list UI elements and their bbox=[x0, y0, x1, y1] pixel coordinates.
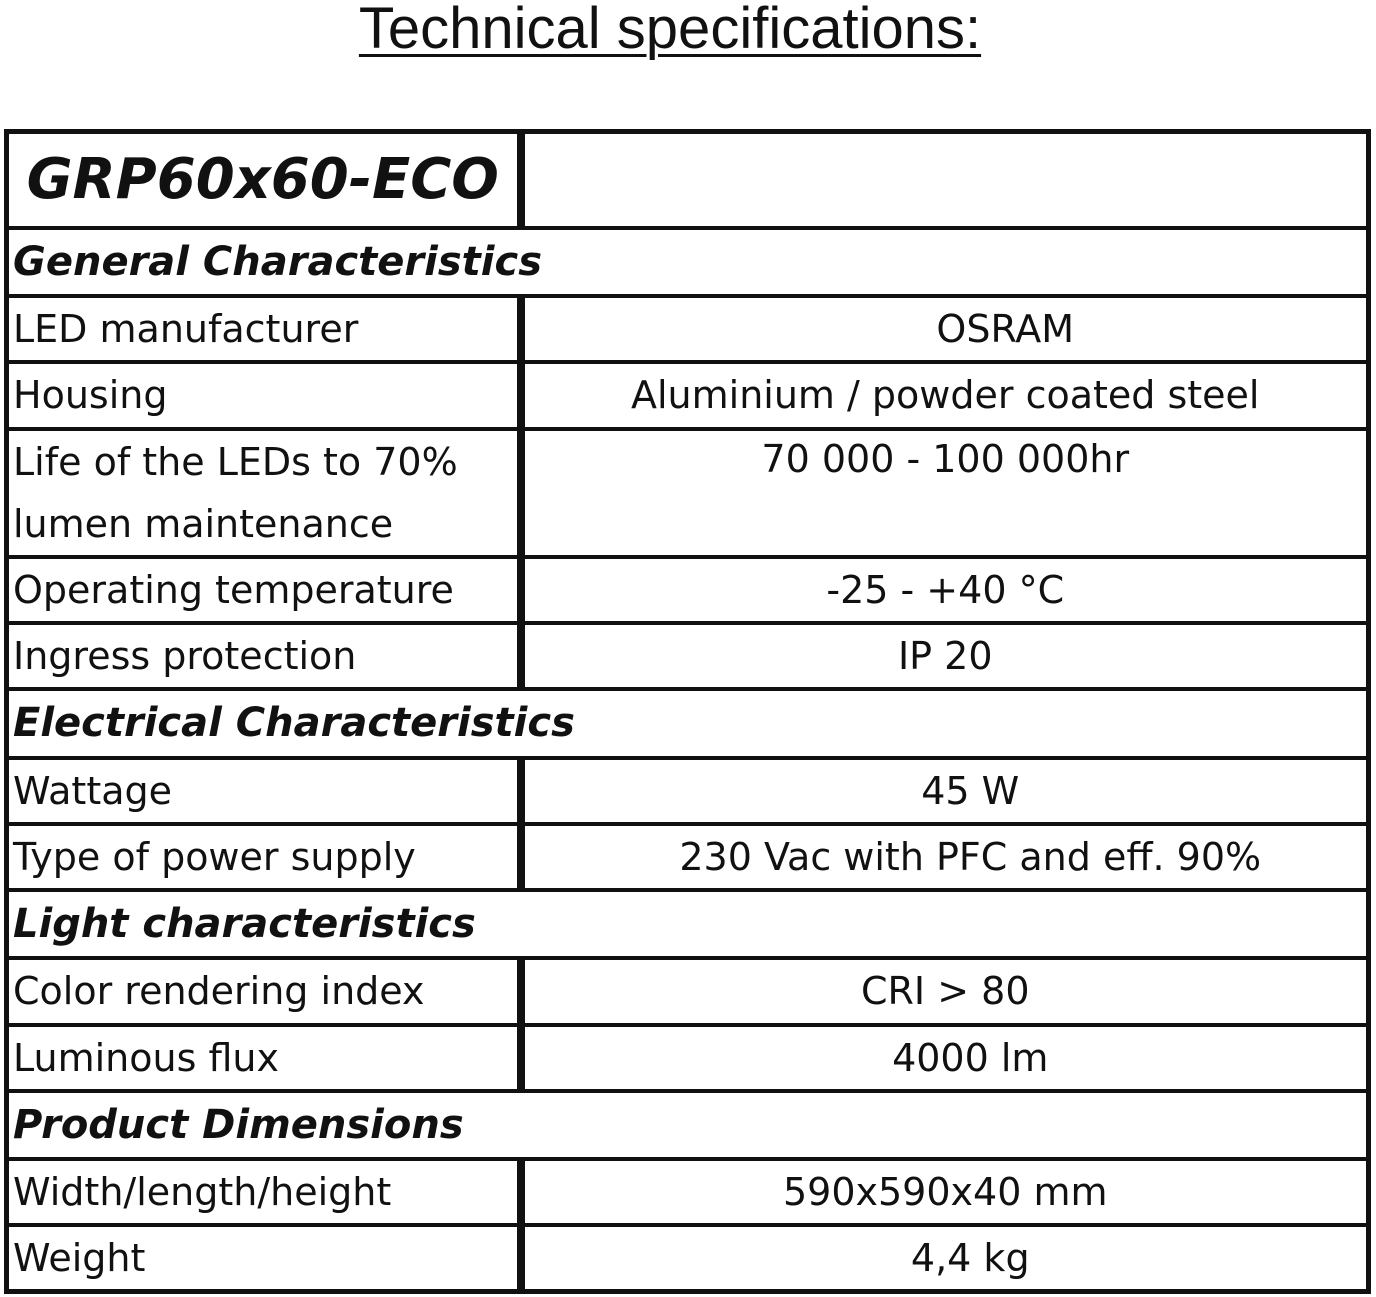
section-header-general bbox=[7, 228, 1369, 296]
section-title: Electrical Characteristics bbox=[7, 689, 1369, 757]
table-row bbox=[7, 1159, 1369, 1225]
spec-value: CRI > 80 bbox=[521, 958, 1369, 1024]
model-value bbox=[521, 132, 1369, 228]
spec-value: 590x590x40 mm bbox=[521, 1159, 1369, 1225]
spec-value: 230 Vac with PFC and eff. 90% bbox=[521, 824, 1369, 890]
table-row bbox=[7, 429, 1369, 557]
page-title: Technical specifications: bbox=[358, 0, 982, 61]
spec-label: Wattage bbox=[7, 758, 521, 824]
spec-value: 70 000 - 100 000hr bbox=[521, 429, 1369, 557]
table-row bbox=[7, 758, 1369, 824]
spec-value: 4000 lm bbox=[521, 1025, 1369, 1091]
table-row bbox=[7, 557, 1369, 623]
spec-label: Weight bbox=[7, 1225, 521, 1291]
spec-label: Width/length/height bbox=[7, 1159, 521, 1225]
table-row bbox=[7, 1025, 1369, 1091]
spec-label: Type of power supply bbox=[7, 824, 521, 890]
section-title: General Characteristics bbox=[7, 228, 1369, 296]
table-row bbox=[7, 296, 1369, 362]
spec-label: Luminous flux bbox=[7, 1025, 521, 1091]
spec-value: Aluminium / powder coated steel bbox=[521, 362, 1369, 428]
spec-label: Housing bbox=[7, 362, 521, 428]
section-header-electrical bbox=[7, 689, 1369, 757]
table-row bbox=[7, 1225, 1369, 1291]
spec-value: 4,4 kg bbox=[521, 1225, 1369, 1291]
spec-value: OSRAM bbox=[521, 296, 1369, 362]
section-title: Light characteristics bbox=[7, 890, 1369, 958]
spec-value: -25 - +40 °C bbox=[521, 557, 1369, 623]
model-name: GRP60x60-ECO bbox=[7, 132, 521, 228]
section-title: Product Dimensions bbox=[7, 1091, 1369, 1159]
table-row bbox=[7, 362, 1369, 428]
spec-value: 45 W bbox=[521, 758, 1369, 824]
table-row bbox=[7, 623, 1369, 689]
spec-label: LED manufacturer bbox=[7, 296, 521, 362]
section-header-dimensions bbox=[7, 1091, 1369, 1159]
spec-label: Life of the LEDs to 70% lumen maintenance bbox=[7, 429, 521, 557]
table-row bbox=[7, 824, 1369, 890]
section-header-light bbox=[7, 890, 1369, 958]
spec-value: IP 20 bbox=[521, 623, 1369, 689]
spec-label: Color rendering index bbox=[7, 958, 521, 1024]
model-row bbox=[7, 132, 1369, 228]
spec-label: Operating temperature bbox=[7, 557, 521, 623]
table-row bbox=[7, 958, 1369, 1024]
spec-table bbox=[4, 129, 1371, 1294]
spec-label: Ingress protection bbox=[7, 623, 521, 689]
